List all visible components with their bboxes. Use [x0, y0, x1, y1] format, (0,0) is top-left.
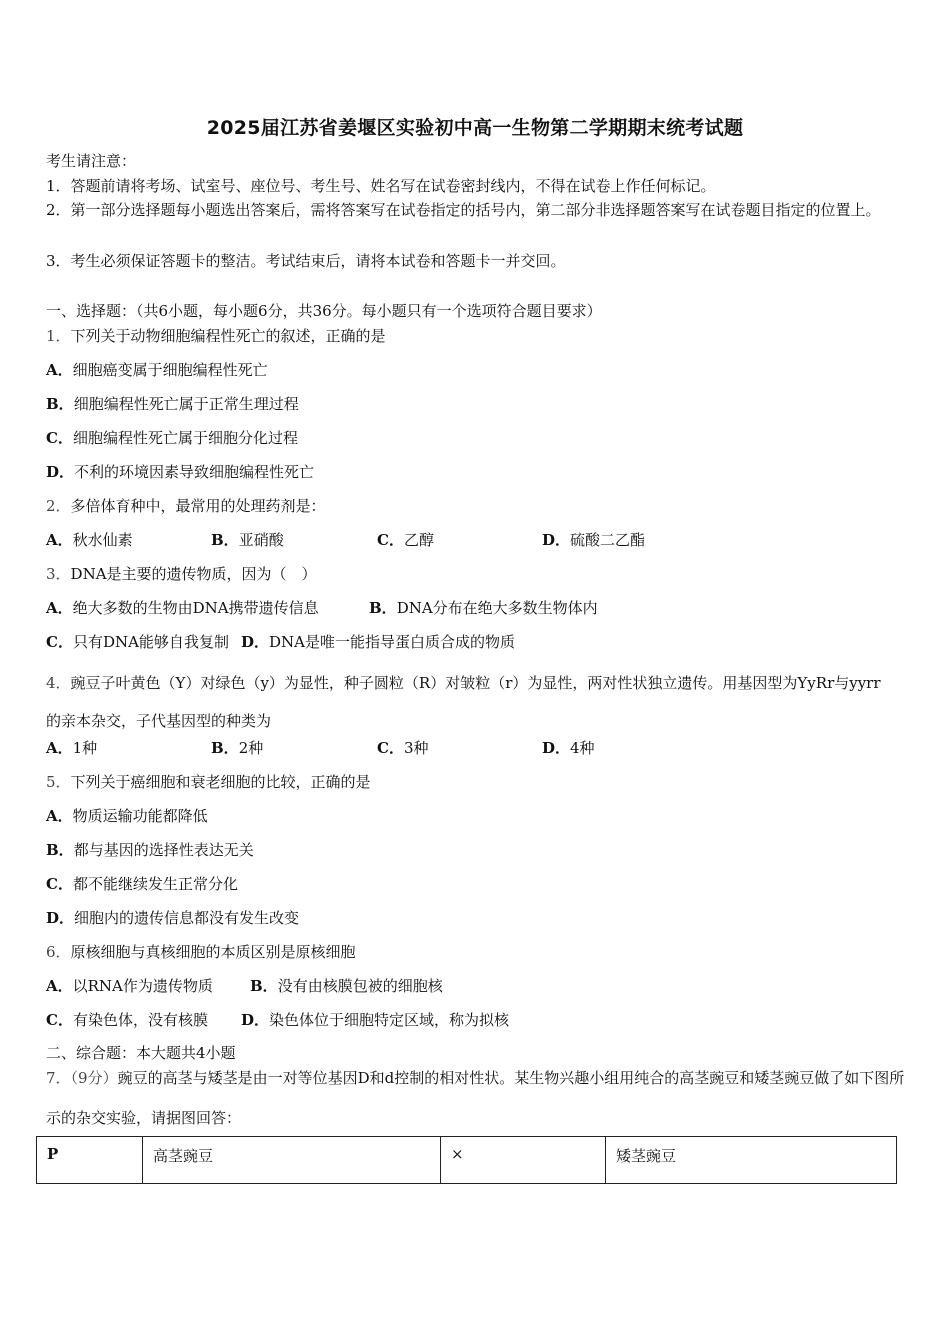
dwarf-pea-cell: 矮茎豌豆	[606, 1137, 897, 1184]
q4-option-b[interactable]: B．2种	[211, 739, 264, 757]
question-score: （9分）	[70, 1069, 118, 1087]
question-number: 5．	[46, 773, 71, 791]
tall-pea-cell: 高茎豌豆	[143, 1137, 441, 1184]
question-stem: 多倍体育种中，最常用的处理药剂是：	[70, 497, 326, 515]
cross-table	[36, 1136, 897, 1184]
q6-option-d[interactable]: D．染色体位于细胞特定区域，称为拟核	[241, 1011, 510, 1029]
q2-option-b[interactable]: B．亚硝酸	[211, 531, 284, 549]
q3-option-c[interactable]: C．只有DNA能够自我复制	[46, 633, 229, 651]
question-number: 2．	[46, 497, 71, 515]
question-stem: 下列关于动物细胞编程性死亡的叙述，正确的是	[70, 327, 386, 345]
cross-symbol-cell: ×	[441, 1137, 606, 1184]
q4-option-a[interactable]: A．1种	[46, 739, 98, 757]
q1-option-c[interactable]: C．细胞编程性死亡属于细胞分化过程	[46, 429, 298, 447]
question-stem: 原核细胞与真核细胞的本质区别是原核细胞	[70, 943, 356, 961]
notice-item-1: 1．答题前请将考场、试室号、座位号、考生号、姓名写在试卷密封线内，不得在试卷上作任何标记。	[46, 177, 716, 195]
q4-option-c[interactable]: C．3种	[377, 739, 429, 757]
notice-item-3: 3．考生必须保证答题卡的整洁。考试结束后，请将本试卷和答题卡一并交回。	[46, 252, 566, 270]
q5-option-c[interactable]: C．都不能继续发生正常分化	[46, 875, 238, 893]
section-1-heading: 一、选择题：（共6小题，每小题6分，共36分。每小题只有一个选项符合题目要求）	[46, 302, 602, 320]
q2-option-c[interactable]: C．乙醇	[377, 531, 434, 549]
q1-option-a[interactable]: A．细胞癌变属于细胞编程性死亡	[46, 361, 268, 379]
question-5	[46, 772, 371, 792]
q3-option-b[interactable]: B．DNA分布在绝大多数生物体内	[369, 599, 598, 617]
question-stem: 豌豆的高茎与矮茎是由一对等位基因D和d控制的相对性状。某生物兴趣小组用纯合的高茎豌豆和矮茎豌豆做了如下图所示的杂交实验，请据图回答：	[46, 1069, 905, 1127]
q5-option-d[interactable]: D．细胞内的遗传信息都没有发生改变	[46, 909, 300, 927]
q6-option-a[interactable]: A．以RNA作为遗传物质	[46, 977, 213, 995]
question-number: 6．	[46, 943, 71, 961]
question-number: 4．	[46, 674, 71, 692]
question-1	[46, 326, 386, 346]
q3-option-a[interactable]: A．绝大多数的生物由DNA携带遗传信息	[46, 599, 319, 617]
question-number: 3．	[46, 565, 71, 583]
question-number: 1．	[46, 327, 71, 345]
question-stem: 豌豆子叶黄色（Y）对绿色（y）为显性，种子圆粒（R）对皱粒（r）为显性，两对性状独立遗传。用基因型为YyRr与yyrr的亲本杂交，子代基因型的种类为	[46, 674, 881, 730]
q6-option-b[interactable]: B．没有由核膜包被的细胞核	[250, 977, 443, 995]
q5-option-a[interactable]: A．物质运输功能都降低	[46, 807, 208, 825]
q3-option-d[interactable]: D．DNA是唯一能指导蛋白质合成的物质	[241, 633, 516, 651]
q1-option-b[interactable]: B．细胞编程性死亡属于正常生理过程	[46, 395, 299, 413]
question-stem: 下列关于癌细胞和衰老细胞的比较，正确的是	[70, 773, 371, 791]
q5-option-b[interactable]: B．都与基因的选择性表达无关	[46, 841, 254, 859]
table-row	[37, 1137, 897, 1184]
q1-option-d[interactable]: D．不利的环境因素导致细胞编程性死亡	[46, 463, 315, 481]
section-2-heading: 二、综合题：本大题共4小题	[46, 1044, 236, 1062]
q2-option-d[interactable]: D．硫酸二乙酯	[542, 531, 646, 549]
question-4	[46, 664, 891, 740]
question-3	[46, 564, 317, 584]
notice-item-2: 2．第一部分选择题每小题选出答案后，需将答案写在试卷指定的括号内，第二部分非选择题答案写在试卷题目指定的位置上。	[46, 201, 881, 219]
question-stem: DNA是主要的遗传物质，因为（ ）	[70, 565, 317, 583]
q2-option-a[interactable]: A．秋水仙素	[46, 531, 133, 549]
question-7	[46, 1058, 908, 1138]
parent-generation-label: P	[37, 1137, 143, 1184]
question-2	[46, 496, 326, 516]
question-6	[46, 942, 356, 962]
q6-option-c[interactable]: C．有染色体，没有核膜	[46, 1011, 208, 1029]
question-number: 7．	[46, 1069, 71, 1087]
page-title: 2025届江苏省姜堰区实验初中高一生物第二学期期末统考试题	[206, 117, 744, 139]
notice-heading: 考生请注意：	[46, 152, 137, 170]
q4-option-d[interactable]: D．4种	[542, 739, 595, 757]
